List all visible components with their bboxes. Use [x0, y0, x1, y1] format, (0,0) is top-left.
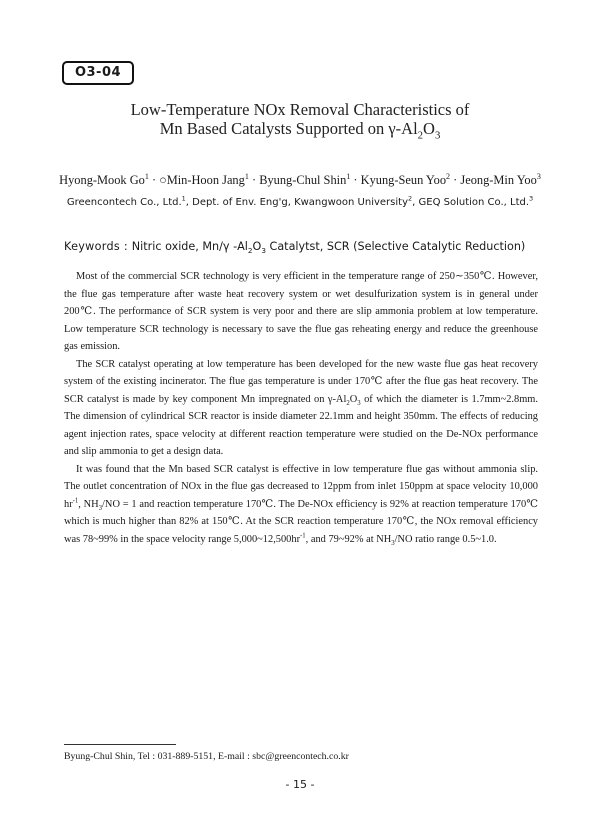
session-code: O3-04 [74, 65, 122, 80]
p3-text-d: , and 79~92% at NH [305, 533, 392, 545]
p2-text-a: The SCR catalyst operating at low temperature has been developed for the new waste flue gas heat recovery system of the existing incinerator. The flue gas temperature is under 170℃ after the flue gas heat recovery. The SCR catalyst is made by key component Mn impregnated on γ-Al [64, 358, 538, 405]
abstract-paragraph-3 [64, 461, 538, 549]
abstract-paragraph-1: Most of the commercial SCR technology is very efficient in the temperature range of 250∼350℃. However, the flue gas temperature after waste heat recovery system or wet desulfurization system is in general under 200℃. The performance of SCR system is very poor and there are slip ammonia problem at low temperature. Low temperature SCR technology is necessary to save the flue gas reheating energy and reduce the greenhouse gas emission. [64, 271, 538, 352]
title-sub-1: 2 [417, 129, 424, 142]
keywords-text-a: Nitric oxide, Mn/γ -Al [131, 240, 248, 253]
affiliation-index: 1 [181, 194, 186, 203]
p2-sub-1: 2 [346, 399, 350, 407]
paper-title-line-2 [60, 119, 540, 142]
author-affil-index: 1 [244, 171, 249, 181]
author-name: Kyung-Seun Yoo [360, 173, 447, 187]
author-separator: · [350, 173, 361, 187]
keywords-label: Keywords : [64, 240, 132, 253]
author-affil-index: 1 [144, 171, 149, 181]
author-list [40, 173, 560, 188]
keywords-sub-b: 3 [261, 246, 266, 256]
affiliation-name: Dept. of Env. Eng'g, Kwangwoon University [192, 197, 408, 208]
author-affil-index: 1 [346, 171, 351, 181]
keywords-sub-a: 2 [247, 246, 253, 256]
author-separator: · [450, 173, 461, 187]
author-name: Hyong-Mook Go [59, 173, 145, 187]
p3-text-b: , NH [78, 498, 99, 510]
p2-text-b: of which the diameter is 1.7mm~2.8mm. The dimension of cylindrical SCR reactor is inside diameter 22.1mm and height 350mm. The effects of reducing agent injection rates, space velocity at different reaction temperature were studied on the De-NOx performance and slip ammonia to get a design data. [64, 393, 538, 457]
author-affil-index: 2 [446, 171, 451, 181]
affiliation-name: Greencontech Co., Ltd. [66, 197, 182, 208]
author-name: Byung-Chul Shin [259, 173, 347, 187]
affiliation-index: 2 [408, 194, 413, 203]
p3-sub-1: 3 [98, 504, 103, 512]
p3-sub-2: 3 [391, 539, 395, 547]
author-separator: · [148, 173, 160, 187]
p3-text-e: /NO ratio range 0.5~1.0. [394, 533, 497, 545]
affiliation-list: Greencontech Co., Ltd.$^1$, Dept. of Env. Eng'g, Kwangwoon University$^2$, GEQ Solution Co., Ltd.$^3$ [66, 194, 534, 208]
author-affil-index: 3 [536, 171, 541, 181]
author-name: Jeong-Min Yoo [460, 173, 537, 187]
affiliation-name: GEQ Solution Co., Ltd. [418, 197, 530, 208]
page-number: - 15 - [285, 778, 315, 791]
corresponding-author-footnote: Byung-Chul Shin, Tel : 031-889-5151, E-mail : sbc@greencontech.co.kr [64, 751, 349, 762]
keywords-text-c: Catalytst, SCR (Selective Catalytic Reduction) [265, 240, 526, 253]
title-sub-2: 3 [434, 129, 441, 142]
paper-title-line-1: Low-Temperature NOx Removal Characteristics of [130, 100, 470, 119]
p3-text-c: /NO = 1 and reaction temperature 170℃. The De-NOx efficiency is 92% at reaction temperature 170℃ which is much higher than 82% at 150℃. At the SCR reaction temperature 170℃, the NOx removal efficiency was 78~99% in the space velocity range 5,000~12,500hr [64, 498, 538, 545]
keywords-text-b: O [252, 240, 262, 253]
session-code-box [62, 61, 134, 85]
title-text-b: O [423, 119, 435, 138]
p3-text-a: It was found that the Mn based SCR catalyst is effective in low temperature flue gas without ammonia slip. The outlet concentration of NOx in the flue gas decreased to 12ppm from inlet 150ppm at space velocity 10,000 hr [64, 463, 538, 510]
abstract-paragraph-2 [64, 356, 538, 461]
footnote-divider [64, 744, 176, 745]
p3-sup-1: -1 [72, 497, 79, 505]
p3-sup-2: -1 [300, 532, 306, 540]
author-name: ○Min-Hoon Jang [159, 173, 245, 187]
p2-sub-2: 3 [357, 399, 361, 407]
keywords-line [64, 240, 564, 256]
author-separator: · [248, 173, 260, 187]
affiliation-index: 3 [529, 194, 534, 203]
title-text-a: Mn Based Catalysts Supported on γ-Al [159, 119, 418, 138]
abstract-body [64, 268, 538, 548]
p2-text-mid: O [349, 393, 358, 405]
